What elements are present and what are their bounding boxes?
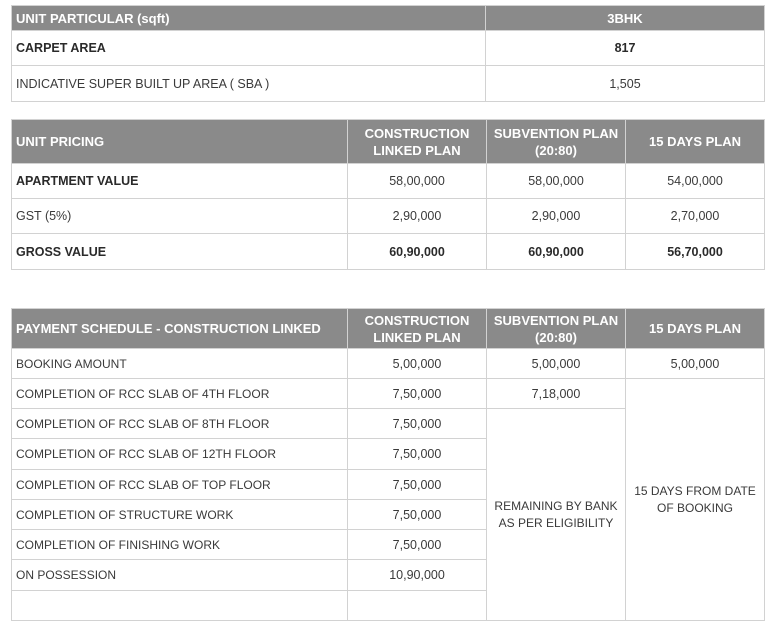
schedule-15d-value: 5,00,000 — [626, 349, 765, 379]
apartment-value-sub: 58,00,000 — [487, 164, 626, 199]
schedule-label: COMPLETION OF RCC SLAB OF TOP FLOOR — [12, 470, 348, 500]
subvention-plan-header: SUBVENTION PLAN (20:80) — [487, 309, 626, 349]
table-header-row — [12, 309, 765, 349]
unit-particular-header: UNIT PARTICULAR (sqft) — [12, 6, 486, 31]
gst-label: GST (5%) — [12, 199, 348, 234]
table-header-row — [12, 6, 765, 31]
schedule-clp-value: 7,50,000 — [348, 379, 487, 409]
empty-cell — [348, 591, 487, 621]
schedule-clp-value: 7,50,000 — [348, 470, 487, 500]
schedule-label: COMPLETION OF RCC SLAB OF 4TH FLOOR — [12, 379, 348, 409]
gross-value-clp: 60,90,000 — [348, 234, 487, 270]
unit-pricing-table — [11, 119, 765, 270]
construction-linked-plan-header: CONSTRUCTION LINKED PLAN — [348, 120, 487, 164]
unit-particular-table — [11, 5, 765, 102]
table-row — [12, 31, 765, 66]
schedule-clp-value: 7,50,000 — [348, 500, 487, 530]
schedule-label: COMPLETION OF STRUCTURE WORK — [12, 500, 348, 530]
table-row — [12, 379, 765, 409]
construction-linked-plan-header: CONSTRUCTION LINKED PLAN — [348, 309, 487, 349]
payment-schedule-header: PAYMENT SCHEDULE - CONSTRUCTION LINKED — [12, 309, 348, 349]
gst-15d: 2,70,000 — [626, 199, 765, 234]
payment-schedule-table — [11, 308, 765, 621]
unit-pricing-header: UNIT PRICING — [12, 120, 348, 164]
schedule-clp-value: 7,50,000 — [348, 439, 487, 470]
apartment-value-15d: 54,00,000 — [626, 164, 765, 199]
fifteen-days-plan-header: 15 DAYS PLAN — [626, 309, 765, 349]
schedule-sub-value: 5,00,000 — [487, 349, 626, 379]
gst-clp: 2,90,000 — [348, 199, 487, 234]
schedule-clp-value: 7,50,000 — [348, 530, 487, 560]
schedule-clp-value: 10,90,000 — [348, 560, 487, 591]
table-row — [12, 199, 765, 234]
table-row — [12, 164, 765, 199]
schedule-label: COMPLETION OF RCC SLAB OF 8TH FLOOR — [12, 409, 348, 439]
gross-value-sub: 60,90,000 — [487, 234, 626, 270]
table-row — [12, 234, 765, 270]
apartment-value-clp: 58,00,000 — [348, 164, 487, 199]
schedule-label: BOOKING AMOUNT — [12, 349, 348, 379]
fifteen-days-plan-header: 15 DAYS PLAN — [626, 120, 765, 164]
schedule-clp-value: 7,50,000 — [348, 409, 487, 439]
subvention-merged-cell: REMAINING BY BANK AS PER ELIGIBILITY — [487, 409, 626, 621]
schedule-label: COMPLETION OF RCC SLAB OF 12TH FLOOR — [12, 439, 348, 470]
sba-value: 1,505 — [486, 66, 765, 102]
gross-value-15d: 56,70,000 — [626, 234, 765, 270]
sba-label: INDICATIVE SUPER BUILT UP AREA ( SBA ) — [12, 66, 486, 102]
schedule-clp-value: 5,00,000 — [348, 349, 487, 379]
subvention-plan-header: SUBVENTION PLAN (20:80) — [487, 120, 626, 164]
carpet-area-value: 817 — [486, 31, 765, 66]
table-row — [12, 349, 765, 379]
table-row — [12, 66, 765, 102]
apartment-value-label: APARTMENT VALUE — [12, 164, 348, 199]
gross-value-label: GROSS VALUE — [12, 234, 348, 270]
unit-type-header: 3BHK — [486, 6, 765, 31]
carpet-area-label: CARPET AREA — [12, 31, 486, 66]
schedule-label: COMPLETION OF FINISHING WORK — [12, 530, 348, 560]
schedule-sub-value: 7,18,000 — [487, 379, 626, 409]
empty-cell — [12, 591, 348, 621]
fifteen-days-merged-cell: 15 DAYS FROM DATE OF BOOKING — [626, 379, 765, 621]
gst-sub: 2,90,000 — [487, 199, 626, 234]
schedule-label: ON POSSESSION — [12, 560, 348, 591]
table-header-row — [12, 120, 765, 164]
